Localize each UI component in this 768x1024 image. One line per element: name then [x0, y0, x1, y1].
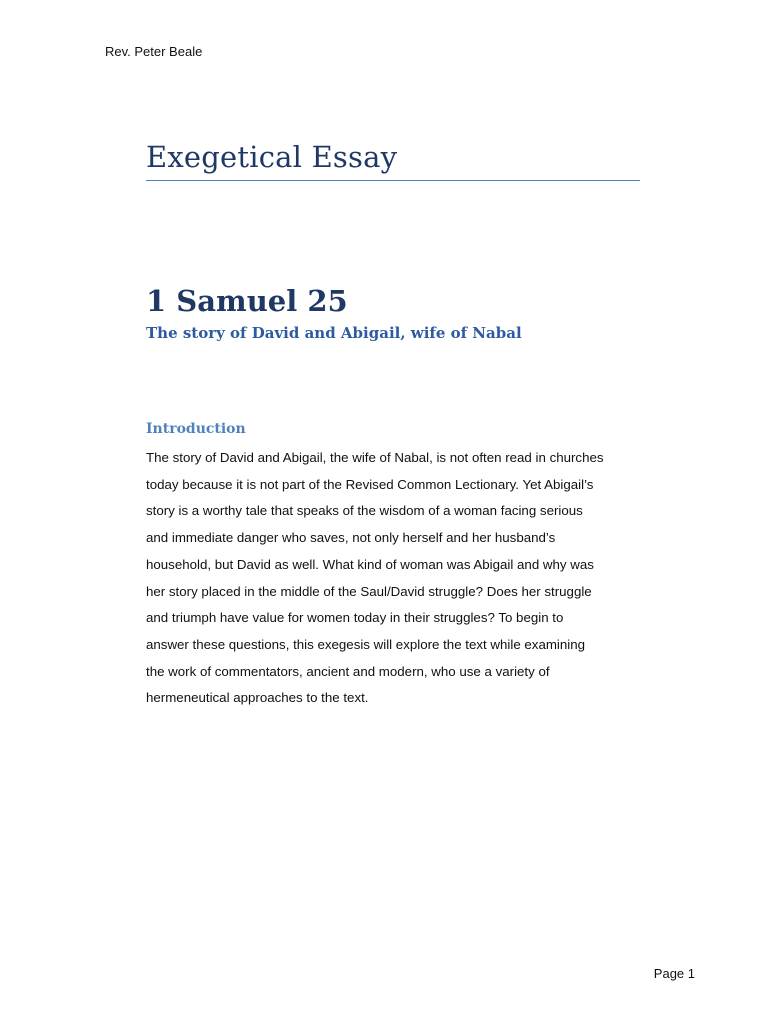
title-underline	[146, 180, 640, 181]
section-subtitle: The story of David and Abigail, wife of Nabal	[146, 324, 522, 342]
section-heading: 1 Samuel 25	[146, 284, 348, 318]
introduction-paragraph	[146, 445, 640, 712]
paragraph-line: her story placed in the middle of the Saul/David struggle? Does her struggle	[146, 583, 592, 599]
paragraph-line: story is a worthy tale that speaks of the wisdom of a woman facing serious	[146, 503, 583, 519]
paragraph-line: The story of David and Abigail, the wife of Nabal, is not often read in churches	[146, 450, 604, 465]
paragraph-line: and immediate danger who saves, not only herself and her husband’s	[146, 530, 556, 546]
paragraph-line: the work of commentators, ancient and modern, who use a variety of	[146, 663, 550, 679]
paragraph-line: answer these questions, this exegesis will explore the text while examining	[146, 636, 586, 652]
paragraph-line: hermeneutical approaches to the text.	[146, 690, 369, 706]
paragraph-line: and triumph have value for women today in their struggles? To begin to	[146, 610, 564, 626]
paragraph-line: today because it is not part of the Revised Common Lectionary. Yet Abigail’s	[146, 476, 594, 492]
paragraph-line: household, but David as well. What kind of woman was Abigail and why was	[146, 556, 594, 572]
page-number: Page 1	[653, 966, 695, 981]
header-author: Rev. Peter Beale	[105, 44, 203, 59]
document-title: Exegetical Essay	[146, 140, 398, 174]
introduction-heading: Introduction	[146, 421, 246, 437]
